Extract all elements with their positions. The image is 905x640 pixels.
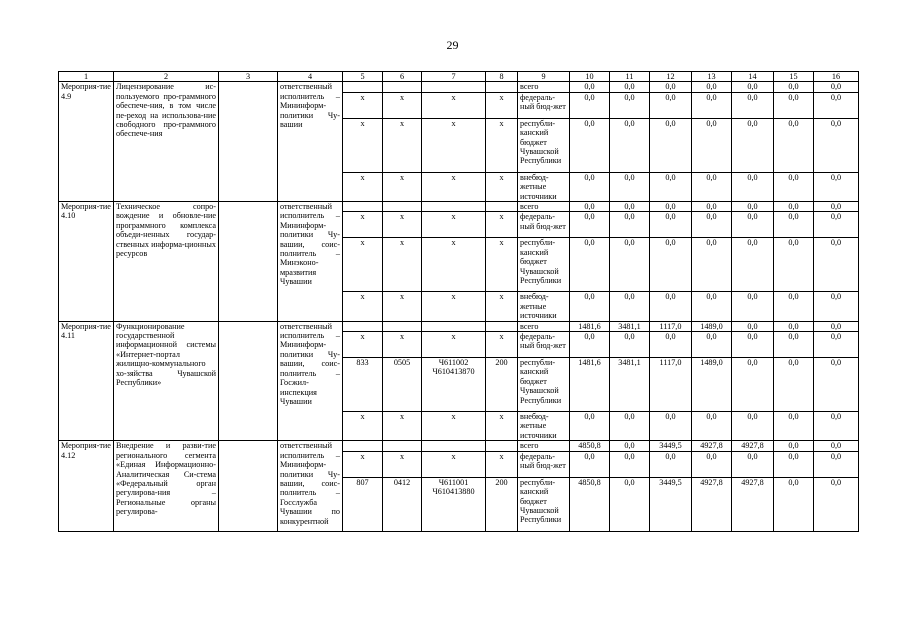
funding-value-cell: 0,0 [692,412,732,441]
funding-value-cell: 0,0 [610,202,650,212]
measure-code-cell: Мероприя-тие 4.10 [59,202,114,322]
section-code-cell: x [383,92,422,118]
admin-code-cell: 807 [343,477,383,531]
funding-value-cell: 4927,8 [692,477,732,531]
funding-value-cell: 0,0 [814,82,859,92]
funding-value-cell: 0,0 [650,451,692,477]
expense-type-cell: x [486,92,518,118]
funding-value-cell: 0,0 [692,92,732,118]
funding-value-cell: 0,0 [814,238,859,292]
funding-source-cell: республи-канский бюджет Чувашской Республики [518,358,570,412]
expense-type-cell: x [486,172,518,201]
target-article-cell: x [422,451,486,477]
admin-code-cell [343,321,383,331]
section-code-cell: x [383,172,422,201]
expense-type-cell: x [486,238,518,292]
funding-value-cell: 4927,8 [732,477,774,531]
section-code-cell: x [383,212,422,238]
funding-value-cell: 0,0 [774,202,814,212]
funding-value-cell: 0,0 [732,358,774,412]
section-code-cell [383,82,422,92]
funding-value-cell: 0,0 [774,212,814,238]
executor-cell: ответственный исполнитель – Мининформ-политики Чу-вашии, соис-полнитель – Госслужба Чувашии по конкурентной [278,441,343,531]
page-number: 29 [446,38,459,52]
funding-value-cell: 0,0 [610,82,650,92]
funding-source-cell: всего [518,441,570,451]
column-number-header: 15 [774,72,814,82]
funding-value-cell: 0,0 [732,202,774,212]
funding-value-cell: 1117,0 [650,321,692,331]
funding-source-cell: всего [518,202,570,212]
funding-value-cell: 4927,8 [692,441,732,451]
measure-code-cell: Мероприя-тие 4.9 [59,82,114,202]
target-article-cell: Ч611001 Ч610413880 [422,477,486,531]
funding-value-cell: 0,0 [650,82,692,92]
funding-value-cell: 0,0 [692,82,732,92]
measure-code-cell: Мероприя-тие 4.12 [59,441,114,531]
funding-value-cell: 0,0 [814,202,859,212]
funding-source-cell: внебюд-жетные источники [518,292,570,321]
admin-code-cell [343,82,383,92]
funding-value-cell: 3481,1 [610,321,650,331]
target-article-cell [422,202,486,212]
funding-source-cell: внебюд-жетные источники [518,412,570,441]
target-article-cell [422,441,486,451]
section-code-cell: 0505 [383,358,422,412]
column-number-header: 14 [732,72,774,82]
target-article-cell: x [422,118,486,172]
funding-value-cell: 0,0 [570,172,610,201]
column-3-cell [219,202,278,322]
expense-type-cell: 200 [486,477,518,531]
funding-value-cell: 0,0 [650,92,692,118]
funding-value-cell: 0,0 [650,332,692,358]
funding-value-cell: 0,0 [814,358,859,412]
funding-value-cell: 0,0 [692,212,732,238]
column-number-header: 8 [486,72,518,82]
column-number-header: 5 [343,72,383,82]
funding-value-cell: 0,0 [570,82,610,92]
funding-value-cell: 0,0 [732,451,774,477]
funding-value-cell: 3449,5 [650,441,692,451]
funding-value-cell: 0,0 [692,451,732,477]
admin-code-cell: x [343,332,383,358]
measure-code-cell: Мероприя-тие 4.11 [59,321,114,441]
measure-name-cell: Функционирование государственной информационной системы «Интернет-портал жилищно-коммунального хо-зяйства Чувашской Республики» [114,321,219,441]
measure-name-cell: Лицензирование ис-пользуемого про-граммного обеспече-ния, в том числе пе-реход на использова-ние свободного про-граммного обеспече-ния [114,82,219,202]
funding-value-cell: 0,0 [692,292,732,321]
admin-code-cell: x [343,412,383,441]
column-3-cell [219,321,278,441]
funding-value-cell: 4927,8 [732,441,774,451]
expense-type-cell: x [486,292,518,321]
column-number-header: 11 [610,72,650,82]
funding-value-cell: 0,0 [570,451,610,477]
section-code-cell: x [383,238,422,292]
target-article-cell: x [422,332,486,358]
column-number-header: 12 [650,72,692,82]
table-row [59,321,859,331]
admin-code-cell [343,441,383,451]
expense-type-cell [486,82,518,92]
target-article-cell [422,321,486,331]
funding-value-cell: 0,0 [774,358,814,412]
expense-type-cell: x [486,451,518,477]
funding-value-cell: 0,0 [692,118,732,172]
executor-cell: ответственный исполнитель – Мининформ-политики Чу-вашии [278,82,343,202]
funding-value-cell: 0,0 [610,412,650,441]
target-article-cell: Ч611002 Ч610413870 [422,358,486,412]
target-article-cell: x [422,412,486,441]
admin-code-cell: x [343,212,383,238]
expense-type-cell [486,202,518,212]
funding-value-cell: 0,0 [610,441,650,451]
expense-type-cell: x [486,412,518,441]
funding-value-cell: 0,0 [650,238,692,292]
admin-code-cell: x [343,238,383,292]
funding-value-cell: 0,0 [650,172,692,201]
executor-cell: ответственный исполнитель – Мининформ-политики Чу-вашии, соис-полнитель – Госжил-инспекция Чувашии [278,321,343,441]
column-number-header: 4 [278,72,343,82]
funding-value-cell: 0,0 [732,82,774,92]
funding-value-cell: 0,0 [732,118,774,172]
expense-type-cell: x [486,118,518,172]
funding-value-cell: 0,0 [732,412,774,441]
column-number-header: 13 [692,72,732,82]
column-number-header: 9 [518,72,570,82]
funding-value-cell: 0,0 [570,118,610,172]
funding-value-cell: 0,0 [814,172,859,201]
admin-code-cell: 833 [343,358,383,412]
funding-value-cell: 0,0 [732,321,774,331]
funding-value-cell: 1481,6 [570,321,610,331]
column-number-header: 3 [219,72,278,82]
funding-value-cell: 0,0 [774,451,814,477]
funding-value-cell: 0,0 [774,332,814,358]
funding-source-cell: республи-канский бюджет Чувашской Республики [518,477,570,531]
funding-value-cell: 0,0 [570,92,610,118]
column-number-header: 7 [422,72,486,82]
target-article-cell: x [422,238,486,292]
funding-value-cell: 0,0 [610,332,650,358]
executor-cell: ответственный исполнитель – Мининформ-политики Чу-вашии, соис-полнитель – Минэконо-мразвития Чувашии [278,202,343,322]
funding-value-cell: 0,0 [774,441,814,451]
funding-value-cell: 0,0 [610,118,650,172]
admin-code-cell: x [343,92,383,118]
funding-value-cell: 0,0 [650,118,692,172]
measure-name-cell: Внедрение и разви-тие регионального сегмента «Единая Информационно-Аналитическая Си-стема «Федеральный орган регулирова-ния – Региональные органы регулирова- [114,441,219,531]
funding-value-cell: 0,0 [774,82,814,92]
funding-value-cell: 0,0 [732,92,774,118]
funding-value-cell: 0,0 [814,441,859,451]
funding-value-cell: 0,0 [774,477,814,531]
funding-value-cell: 0,0 [570,212,610,238]
expense-type-cell [486,321,518,331]
funding-value-cell: 0,0 [610,477,650,531]
funding-value-cell: 0,0 [814,212,859,238]
funding-value-cell: 0,0 [774,412,814,441]
funding-source-cell: внебюд-жетные источники [518,172,570,201]
funding-source-cell: федераль-ный бюд-жет [518,92,570,118]
funding-value-cell: 3481,1 [610,358,650,412]
funding-value-cell: 0,0 [814,292,859,321]
expense-type-cell: x [486,212,518,238]
funding-value-cell: 0,0 [692,238,732,292]
funding-source-cell: федераль-ный бюд-жет [518,332,570,358]
table-row [59,82,859,92]
program-table [58,71,859,532]
funding-value-cell: 0,0 [692,202,732,212]
funding-value-cell: 0,0 [774,92,814,118]
section-code-cell: x [383,332,422,358]
column-number-header: 16 [814,72,859,82]
funding-value-cell: 0,0 [610,451,650,477]
expense-type-cell [486,441,518,451]
funding-source-cell: всего [518,82,570,92]
section-code-cell: x [383,412,422,441]
funding-value-cell: 0,0 [814,412,859,441]
funding-source-cell: республи-канский бюджет Чувашской Республики [518,238,570,292]
funding-value-cell: 1481,6 [570,358,610,412]
funding-value-cell: 0,0 [610,212,650,238]
funding-value-cell: 0,0 [732,332,774,358]
funding-value-cell: 0,0 [732,292,774,321]
funding-value-cell: 0,0 [610,92,650,118]
admin-code-cell: x [343,118,383,172]
measure-name-cell: Техническое сопро-вождение и обновле-ние программного комплекса объеди-ненных государ-ственных информа-ционных ресурсов [114,202,219,322]
funding-value-cell: 4850,8 [570,441,610,451]
funding-source-cell: федераль-ный бюд-жет [518,451,570,477]
target-article-cell [422,82,486,92]
funding-value-cell: 0,0 [814,477,859,531]
target-article-cell: x [422,292,486,321]
admin-code-cell: x [343,451,383,477]
target-article-cell: x [422,172,486,201]
funding-value-cell: 0,0 [650,292,692,321]
funding-value-cell: 0,0 [570,292,610,321]
target-article-cell: x [422,212,486,238]
target-article-cell: x [422,92,486,118]
section-code-cell: x [383,292,422,321]
expense-type-cell: x [486,332,518,358]
funding-value-cell: 0,0 [650,202,692,212]
funding-value-cell: 0,0 [570,412,610,441]
table-row [59,202,859,212]
column-3-cell [219,82,278,202]
funding-value-cell: 0,0 [774,321,814,331]
funding-source-cell: республи-канский бюджет Чувашской Республики [518,118,570,172]
funding-value-cell: 0,0 [814,332,859,358]
admin-code-cell: x [343,172,383,201]
column-number-header: 6 [383,72,422,82]
funding-value-cell: 1489,0 [692,358,732,412]
funding-value-cell: 0,0 [610,292,650,321]
funding-value-cell: 0,0 [814,118,859,172]
funding-value-cell: 0,0 [650,212,692,238]
funding-value-cell: 0,0 [814,321,859,331]
funding-value-cell: 1117,0 [650,358,692,412]
funding-value-cell: 0,0 [774,238,814,292]
funding-value-cell: 0,0 [774,118,814,172]
column-number-header: 2 [114,72,219,82]
column-number-header: 1 [59,72,114,82]
section-code-cell [383,202,422,212]
funding-value-cell: 0,0 [774,172,814,201]
funding-value-cell: 0,0 [650,412,692,441]
funding-source-cell: федераль-ный бюд-жет [518,212,570,238]
funding-value-cell: 0,0 [732,172,774,201]
funding-value-cell: 3449,5 [650,477,692,531]
admin-code-cell [343,202,383,212]
funding-value-cell: 4850,8 [570,477,610,531]
funding-value-cell: 0,0 [774,292,814,321]
table-body [59,72,859,532]
funding-value-cell: 0,0 [814,92,859,118]
funding-value-cell: 0,0 [732,238,774,292]
funding-value-cell: 0,0 [692,172,732,201]
section-code-cell: x [383,118,422,172]
section-code-cell [383,441,422,451]
funding-value-cell: 0,0 [570,332,610,358]
funding-value-cell: 0,0 [732,212,774,238]
funding-value-cell: 0,0 [692,332,732,358]
column-number-row [59,72,859,82]
expense-type-cell: 200 [486,358,518,412]
funding-value-cell: 1489,0 [692,321,732,331]
funding-value-cell: 0,0 [610,238,650,292]
section-code-cell: 0412 [383,477,422,531]
column-3-cell [219,441,278,531]
section-code-cell: x [383,451,422,477]
column-number-header: 10 [570,72,610,82]
funding-value-cell: 0,0 [570,202,610,212]
section-code-cell [383,321,422,331]
funding-value-cell: 0,0 [570,238,610,292]
admin-code-cell: x [343,292,383,321]
funding-value-cell: 0,0 [610,172,650,201]
table-row [59,441,859,451]
funding-source-cell: всего [518,321,570,331]
funding-value-cell: 0,0 [814,451,859,477]
